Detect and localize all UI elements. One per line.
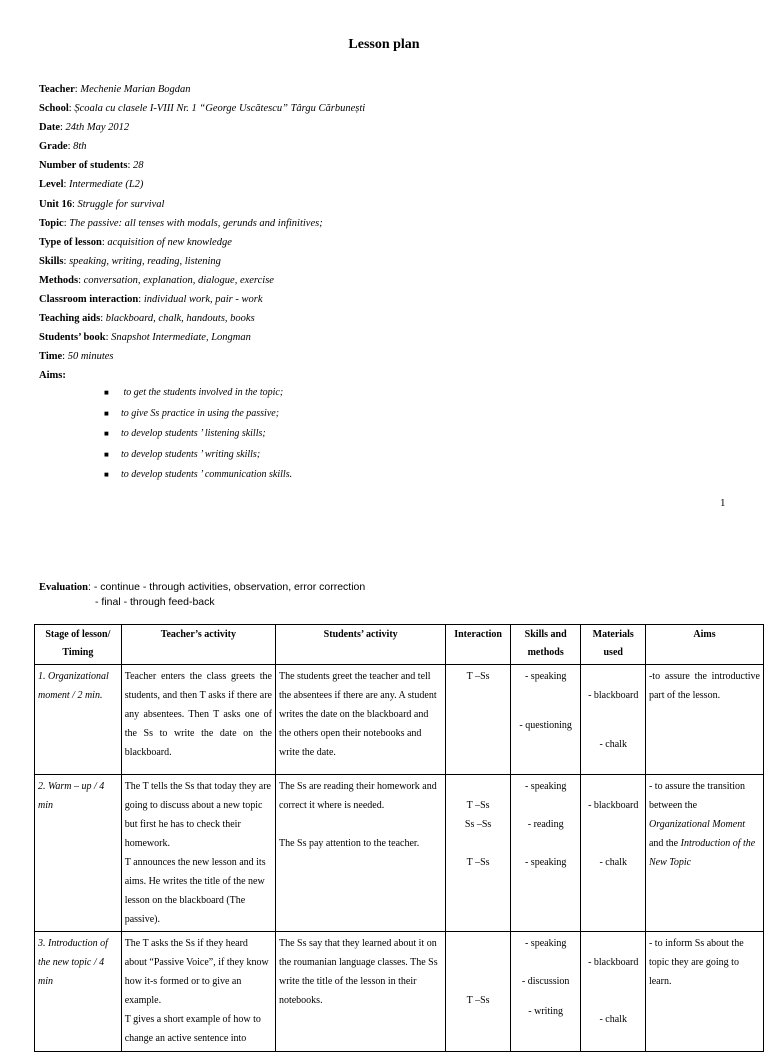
info-methods: Methods: conversation, explanation, dialogue, exercise	[39, 274, 274, 286]
cell-materials: - blackboard - chalk	[581, 775, 646, 932]
info-time: Time: 50 minutes	[39, 351, 114, 363]
info-students-book: Students’ book: Snapshot Intermediate, Longman	[39, 332, 251, 344]
cell-skills: - speaking - reading - speaking	[510, 775, 581, 932]
header-teacher-activity: Teacher’s activity	[121, 625, 275, 665]
aim-item: ■ to develop students ’ communication skills.	[104, 465, 704, 486]
page-title: Lesson plan	[348, 37, 420, 52]
cell-skills: - speaking - questioning	[510, 665, 581, 775]
info-school: School: Școala cu clasele I-VIII Nr. 1 “George Uscătescu” Târgu Cărbunești	[39, 103, 366, 115]
aim-item: ■ to develop students ’ listening skills;	[104, 424, 704, 445]
cell-stage: 1. Organizational moment / 2 min.	[35, 665, 122, 775]
cell-interaction: T –Ss Ss –Ss T –Ss	[446, 775, 511, 932]
cell-students: The students greet the teacher and tell the absentees if there are any. A student writes the date on the blackboard and the others open their notebooks and write the date.	[275, 665, 445, 775]
page-number: 1	[720, 497, 726, 509]
aim-item: ■ to get the students involved in the topic;	[104, 383, 704, 404]
bullet-icon: ■	[104, 470, 109, 479]
info-topic: Topic: The passive: all tenses with modals, gerunds and infinitives;	[39, 217, 323, 229]
bullet-icon: ■	[104, 408, 109, 418]
info-skills: Skills: speaking, writing, reading, listening	[39, 255, 221, 267]
cell-teacher: Teacher enters the class greets the students, and then T asks if there are any absentees. Then T asks one of the Ss to write the date on the blackboard.	[121, 665, 275, 775]
bullet-icon: ■	[104, 449, 109, 459]
cell-teacher: The T asks the Ss if they heard about “Passive Voice”, if they know how it-s formed or to give an example. T gives a short example of how to change an active sentence into	[121, 932, 275, 1052]
cell-skills: - speaking - discussion - writing	[510, 932, 581, 1052]
cell-aims: -to assure the introductive part of the lesson.	[645, 665, 763, 775]
header-materials: Materials used	[581, 625, 646, 665]
info-date: Date: 24th May 2012	[39, 122, 130, 134]
header-skills: Skills and methods	[510, 625, 581, 665]
header-aims: Aims	[645, 625, 763, 665]
cell-aims: - to assure the transition between the Organizational Moment and the Introduction of the New Topic	[645, 775, 763, 932]
cell-materials: - blackboard - chalk	[581, 665, 646, 775]
table-header-row	[35, 625, 764, 665]
aim-item: ■ to give Ss practice in using the passive;	[104, 404, 704, 425]
header-stage: Stage of lesson/ Timing	[35, 625, 122, 665]
cell-materials: - blackboard - chalk	[581, 932, 646, 1052]
info-type-of-lesson: Type of lesson: acquisition of new knowledge	[39, 236, 232, 248]
info-teacher: Teacher: Mechenie Marian Bogdan	[39, 84, 191, 95]
info-number-of-students: Number of students: 28	[39, 160, 144, 172]
info-unit: Unit 16: Struggle for survival	[39, 198, 165, 210]
cell-aims: - to inform Ss about the topic they are going to learn.	[645, 932, 763, 1052]
aim-item: ■ to develop students ’ writing skills;	[104, 445, 704, 466]
header-interaction: Interaction	[446, 625, 511, 665]
bullet-icon: ■	[104, 429, 109, 438]
aims-list	[104, 383, 704, 486]
info-classroom-interaction: Classroom interaction: individual work, pair - work	[39, 294, 263, 306]
table-row	[35, 932, 764, 1052]
info-aims-heading: Aims:	[39, 370, 66, 382]
cell-students: The Ss are reading their homework and correct it where is needed. The Ss pay attention to the teacher.	[275, 775, 445, 932]
info-grade: Grade: 8th	[39, 141, 87, 153]
lesson-info	[39, 80, 719, 386]
table-row	[35, 775, 764, 932]
cell-stage: 2. Warm – up / 4 min	[35, 775, 122, 932]
lesson-table	[34, 624, 764, 1052]
bullet-icon: ■	[104, 388, 109, 397]
cell-students: The Ss say that they learned about it on the roumanian language classes. The Ss write the title of the lesson in their notebooks.	[275, 932, 445, 1052]
info-level: Level: Intermediate (L2)	[39, 179, 144, 191]
table-row	[35, 665, 764, 775]
evaluation: Evaluation: - continue - through activities, observation, error correction - final - through feed-back	[39, 581, 366, 608]
cell-teacher: The T tells the Ss that today they are going to discuss about a new topic but first he has to check their homework. T announces the new lesson and its aims. He writes the title of the new lesson on the blackboard (The passive).	[121, 775, 275, 932]
cell-interaction: T –Ss	[446, 932, 511, 1052]
cell-stage: 3. Introduction of the new topic / 4 min	[35, 932, 122, 1052]
info-teaching-aids: Teaching aids: blackboard, chalk, handouts, books	[39, 313, 255, 325]
cell-interaction: T –Ss	[446, 665, 511, 775]
header-students-activity: Students’ activity	[275, 625, 445, 665]
